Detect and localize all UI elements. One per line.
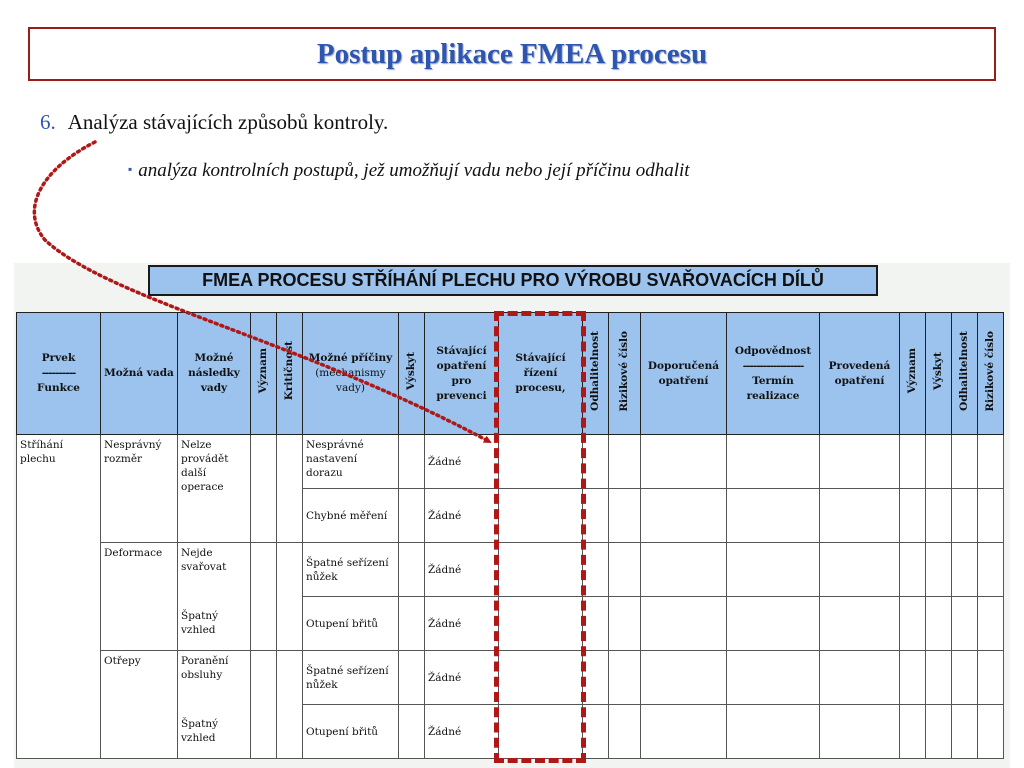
point-text: Analýza stávajících způsobů kontroly.	[67, 110, 389, 134]
square-bullet-icon: ▪	[128, 162, 133, 176]
header-doporucena-opatreni: Doporučená opatření	[641, 313, 727, 435]
cell-opatreni: Žádné	[425, 543, 499, 597]
cell-vada: Otřepy	[101, 651, 178, 759]
header-prvek-separator: ----------	[41, 367, 76, 379]
cell-prvek: Stříhání plechu	[17, 435, 101, 759]
cell-pricina: Chybné měření	[303, 489, 399, 543]
cell-nasledky: Nejde svařovat	[178, 543, 251, 597]
cell-opatreni: Žádné	[425, 597, 499, 651]
header-rizikove-cislo-label: Rizikové číslo	[618, 330, 630, 412]
header-mechanismy-label: (mechanismy vady)	[315, 367, 386, 394]
cell-pricina: Špatné seřízení nůžek	[303, 543, 399, 597]
cell-nasledky: Špatný vzhled	[178, 597, 251, 651]
page-title: Postup aplikace FMEA procesu	[316, 37, 708, 70]
header-mozne-priciny-label: Možné příčiny	[308, 352, 393, 364]
cell-pricina: Otupení břitů	[303, 705, 399, 759]
cell-opatreni: Žádné	[425, 705, 499, 759]
fmea-table-title: FMEA PROCESU STŘÍHÁNÍ PLECHU PRO VÝROBU SVAŘOVACÍCH DÍLŮ	[148, 265, 878, 296]
dotted-arrow-path	[34, 142, 490, 442]
cell-nasledky: Nelze provádět další operace	[178, 435, 251, 543]
header-termin-label: Termín realizace	[746, 374, 800, 402]
header-provedena-opatreni: Provedená opatření	[820, 313, 900, 435]
cell-vada: Nesprávný rozměr	[101, 435, 178, 543]
cell-nasledky: Špatný vzhled	[178, 705, 251, 759]
sub-point-text: analýza kontrolních postupů, jež umožňují vadu nebo její příčinu odhalit	[138, 160, 690, 181]
header-odhalitelnost-2-label: Odhalitelnost	[958, 331, 970, 411]
header-funkce-label: Funkce	[37, 382, 80, 394]
header-vyznam-label: Význam	[257, 348, 269, 394]
header-stavajici-prevence: Stávající opatření pro prevenci	[425, 313, 499, 435]
cell-vada: Deformace	[101, 543, 178, 651]
cell-pricina: Špatné seřízení nůžek	[303, 651, 399, 705]
header-mozna-vada: Možná vada	[101, 313, 178, 435]
cell-opatreni: Žádné	[425, 651, 499, 705]
header-stavajici-rizeni: Stávající řízení procesu,	[499, 313, 583, 435]
cell-pricina: Otupení břitů	[303, 597, 399, 651]
cell-opatreni: Žádné	[425, 435, 499, 489]
cell-pricina: Nesprávné nastavení dorazu	[303, 435, 399, 489]
cell-nasledky: Poranění obsluhy	[178, 651, 251, 705]
header-vyskyt-label: Výskyt	[405, 352, 417, 390]
header-vyskyt-2-label: Výskyt	[932, 352, 944, 390]
header-rizikove-cislo-2-label: Rizikové číslo	[984, 330, 996, 412]
header-prvek-label: Prvek	[41, 352, 76, 364]
header-odhalitelnost-label: Odhalitelnost	[589, 331, 601, 411]
cell-opatreni: Žádné	[425, 489, 499, 543]
point-number: 6.	[40, 110, 56, 134]
header-kriticnost-label: Kritičnost	[283, 341, 295, 401]
header-odpovednost-label: Odpovědnost	[734, 344, 812, 357]
header-mozne-nasledky: Možné následky vady	[178, 313, 251, 435]
header-vyznam-2-label: Význam	[906, 348, 918, 394]
header-odpovednost-separator: ------------------	[742, 359, 804, 372]
